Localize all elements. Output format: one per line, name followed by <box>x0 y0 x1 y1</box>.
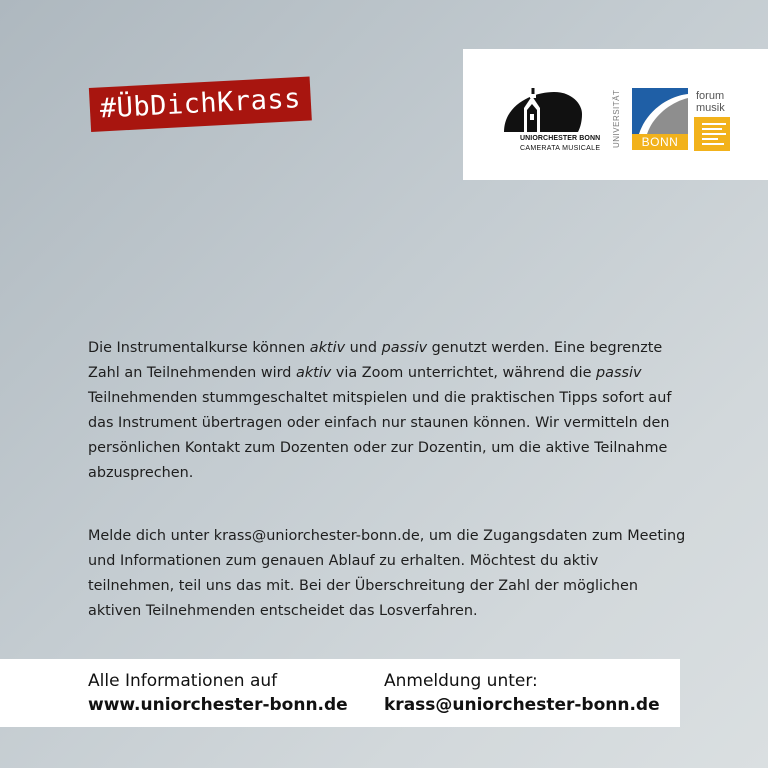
emphasis-passiv: passiv <box>596 365 642 381</box>
text-run: Teilnehmenden stummgeschaltet mitspielen und die praktischen Tipps sofort auf das Instrument übertragen oder einfach nur staunen können. Wir vermitteln den persönlichen Kontakt zum Dozenten oder zur Dozentin, um die aktive Teilnahme abzusprechen. <box>88 390 672 481</box>
signup-email-link[interactable]: krass@uniorchester-bonn.de <box>384 695 660 715</box>
emphasis-aktiv: aktiv <box>296 365 332 381</box>
emphasis-aktiv: aktiv <box>309 340 346 356</box>
info-label: Alle Informationen auf <box>88 671 278 691</box>
text-run: via Zoom unterrichtet, während die <box>331 365 597 381</box>
university-name: BONN <box>641 135 679 149</box>
forum-musik-label <box>696 90 725 114</box>
paragraph-registration: Melde dich unter krass@uniorchester-bonn.de, um die Zugangsdaten zum Meeting und Informationen zum genauen Ablauf zu erhalten. Möchtest du aktiv teilnehmen, teil uns das mit. Bei der Überschreitung der Zahl der möglichen aktiven Teilnehmenden entscheidet das Losverfahren. <box>88 528 686 619</box>
musik-word: musik <box>696 102 725 114</box>
forum-musik-bars-icon <box>694 117 730 151</box>
paragraph-course-modes <box>88 336 688 486</box>
text-run: Die Instrumentalkurse können <box>88 340 310 356</box>
orchestra-name: UNIORCHESTER BONN <box>520 135 601 142</box>
footer-signup <box>384 669 660 717</box>
orchestra-subtitle: CAMERATA MUSICALE <box>520 145 601 152</box>
emphasis-passiv: passiv <box>381 340 428 356</box>
hashtag-banner: #ÜbDichKrass <box>89 76 312 132</box>
text-run: und <box>345 340 382 356</box>
website-link[interactable]: www.uniorchester-bonn.de <box>88 695 348 715</box>
footer-info <box>88 669 348 717</box>
signup-label: Anmeldung unter: <box>384 671 538 691</box>
footer-bar <box>0 659 680 727</box>
forum-word: forum <box>696 90 725 102</box>
university-vertical-label: UNIVERSITÄT <box>612 89 621 148</box>
text-run: genutzt werden. Eine begrenzte Zahl an Teilnehmenden wird <box>88 340 663 381</box>
